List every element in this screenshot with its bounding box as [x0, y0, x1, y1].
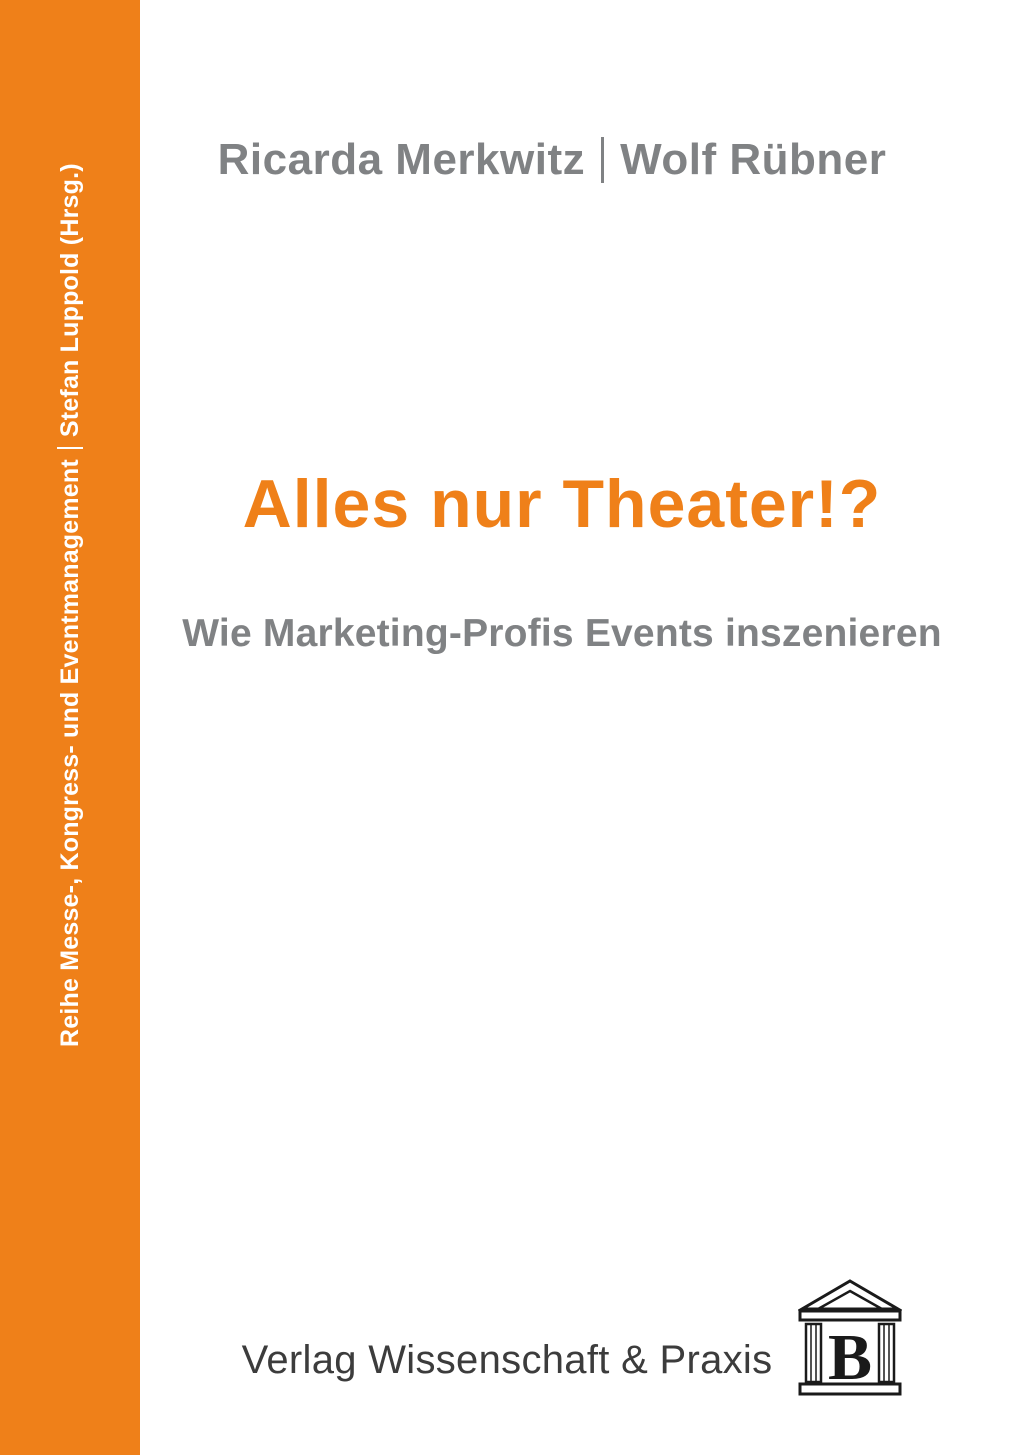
svg-text:B: B [828, 1321, 873, 1394]
book-subtitle: Wie Marketing-Profis Events inszenieren [182, 612, 942, 655]
spine-series-label: Reihe Messe-, Kongress- und Eventmanagement [56, 459, 84, 1047]
spine-text-container [0, 0, 140, 1455]
authors-inner [218, 135, 887, 185]
author-separator [601, 137, 604, 183]
spine-editor-label: Stefan Luppold (Hrsg.) [56, 163, 84, 438]
author-second: Wolf Rübner [620, 135, 887, 184]
publisher-temple-logo [798, 1279, 902, 1397]
book-title: Alles nur Theater!? [242, 466, 882, 542]
author-first: Ricarda Merkwitz [217, 135, 586, 184]
spine-separator [57, 447, 83, 449]
authors-line [140, 135, 1024, 185]
publisher-name: Verlag Wissenschaft & Praxis [241, 1338, 773, 1382]
publisher-block [140, 1279, 1024, 1397]
spine-band [0, 0, 140, 1455]
